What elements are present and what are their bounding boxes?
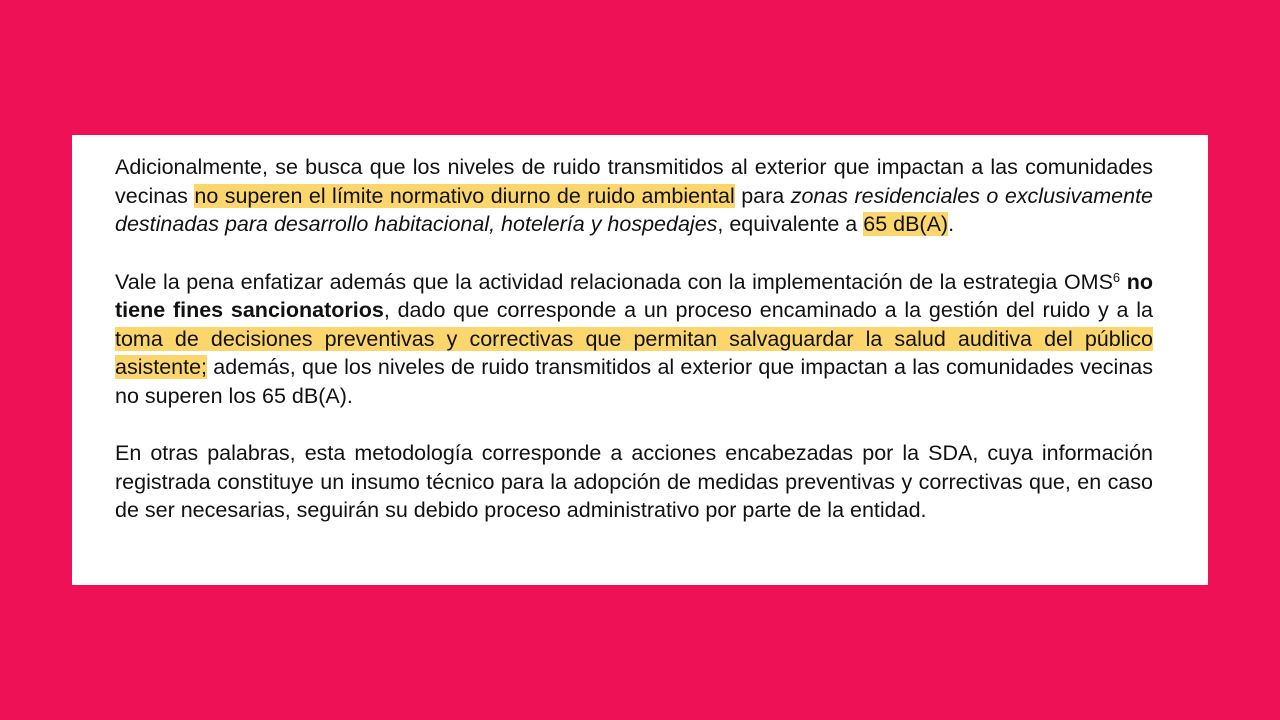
p1-text-c: , equivalente a	[717, 212, 864, 236]
p1-text-a: Adicionalmente, se busca que los niveles de ruido transmitidos al exterior que impactan a las comunidades vecinas	[115, 155, 1153, 208]
p1-text-b: para	[734, 183, 791, 208]
p2-highlight-decisions: toma de decisiones preventivas y correctivas que permitan salvaguardar la salud auditiva del público asistente;	[115, 326, 1153, 379]
p1-italic-zones: zonas residenciales o exclusivamente destinadas para desarrollo habitacional, hotelería y hospedajes	[115, 183, 1154, 236]
paragraph-3: En otras palabras, esta metodología corresponde a acciones encabezadas por la SDA, cuya información registrada constituye un insumo técnico para la adopción de medidas preventivas y correctivas que, en caso de ser necesarias, seguirán su debido proceso administrativo por parte de la entidad.	[115, 441, 1153, 522]
p1-highlight-limit: no superen el límite normativo diurno de ruido ambiental	[194, 183, 735, 208]
p1-highlight-db: 65 dB(A)	[863, 212, 949, 236]
p2-bold: no tiene fines sancionatorios	[115, 269, 1153, 322]
p1-text-d: .	[948, 212, 955, 236]
paragraph-2	[115, 268, 1153, 411]
p2-text-b: , dado que corresponde a un proceso encaminado a la gestión del ruido y a la	[383, 298, 1153, 322]
footnote-ref: 6	[1112, 269, 1121, 285]
p2-text-c: además, que los niveles de ruido transmitidos al exterior que impactan a las comunidades vecinas no superen los 65 dB(A).	[115, 355, 1153, 408]
document-page	[72, 135, 1208, 585]
p2-text-a: Vale la pena enfatizar además que la actividad relacionada con la implementación de la estrategia OMS	[115, 269, 1113, 294]
paragraph-1	[115, 153, 1153, 239]
